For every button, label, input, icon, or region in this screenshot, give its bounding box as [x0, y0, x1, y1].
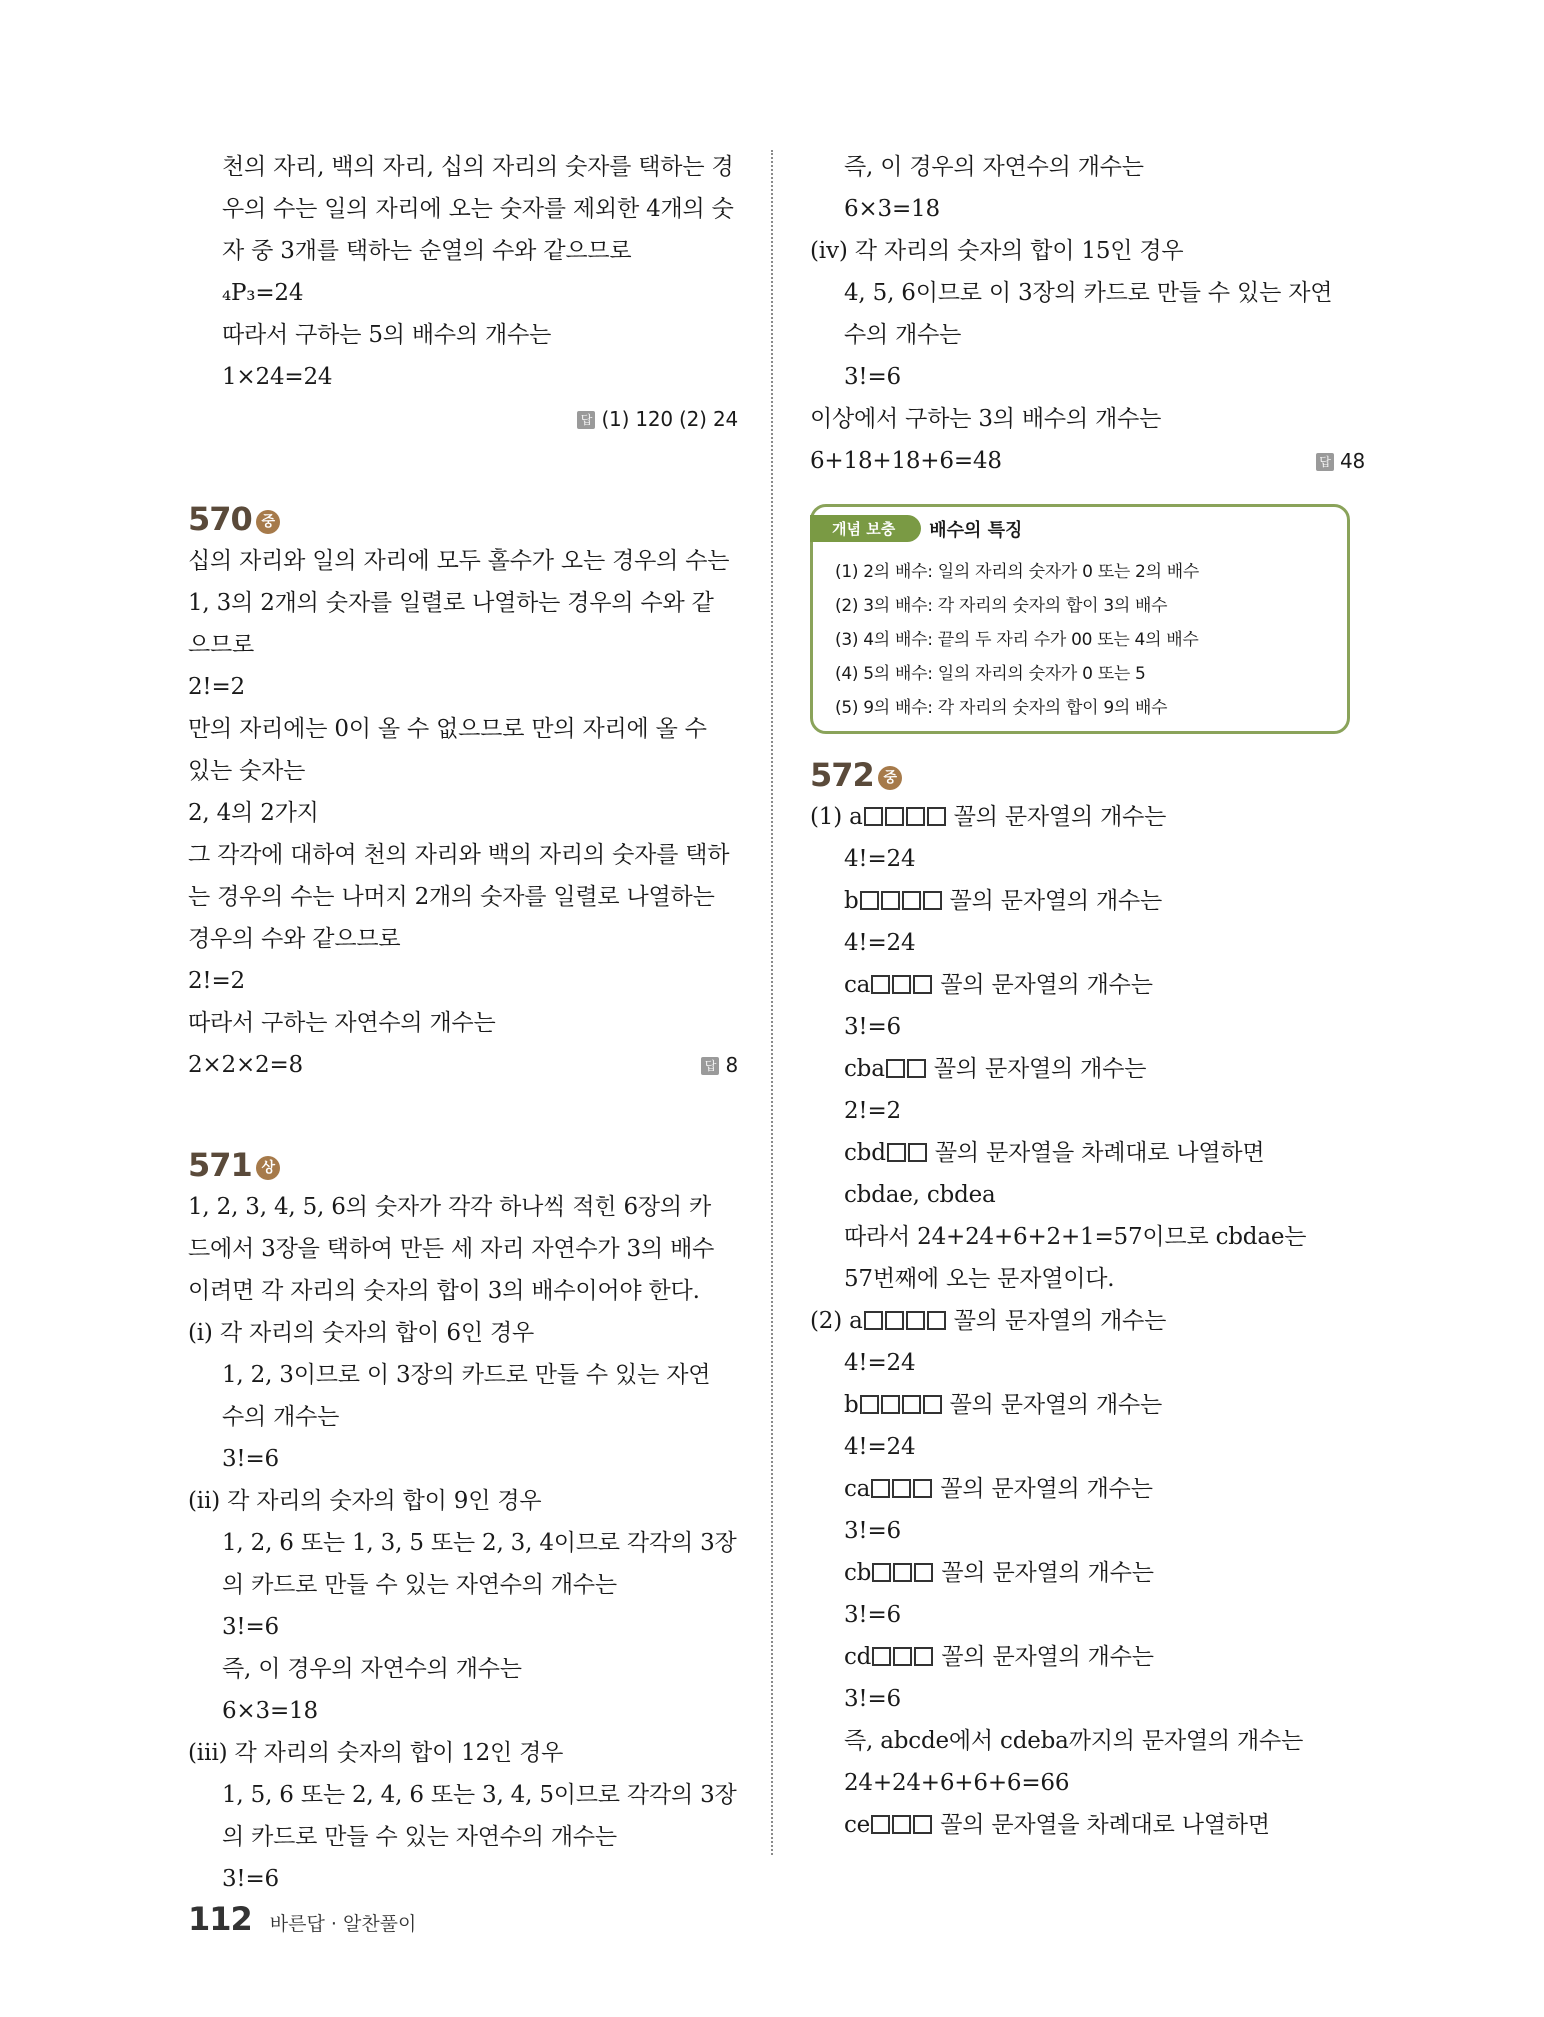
prefix: b	[844, 1392, 859, 1418]
text-line: 그 각각에 대하여 천의 자리와 백의 자리의 숫자를 택하	[188, 842, 730, 868]
page-footer	[188, 1900, 416, 1938]
note-item: (1) 2의 배수: 일의 자리의 숫자가 0 또는 2의 배수	[835, 562, 1200, 582]
text-line: 의 카드로 만들 수 있는 자연수의 개수는	[222, 1824, 617, 1850]
final-line-570	[188, 1044, 738, 1086]
blank-box	[881, 1395, 900, 1414]
answer-mark-icon: 답	[577, 411, 595, 429]
formula-line: 4!=24	[844, 1350, 916, 1376]
formula-line: 3!=6	[844, 364, 901, 390]
part-2-line	[810, 1300, 1365, 1342]
pattern-line	[844, 964, 1365, 1006]
difficulty-badge: 중	[878, 766, 902, 790]
difficulty-badge: 중	[256, 510, 280, 534]
formula-line: 3!=6	[844, 1686, 901, 1712]
blank-box	[887, 1143, 906, 1162]
blank-box	[892, 1815, 911, 1834]
blank-box	[860, 891, 879, 910]
text-line: 1, 2, 3, 4, 5, 6의 숫자가 각각 하나씩 적힌 6장의 카	[188, 1194, 712, 1220]
formula-line: 4!=24	[844, 846, 916, 872]
left-column	[188, 146, 738, 1900]
problem-number: 571	[188, 1146, 252, 1184]
formula-line: 2×2×2=8	[188, 1052, 303, 1078]
text-line: 1, 2, 6 또는 1, 3, 5 또는 2, 3, 4이므로 각각의 3장	[222, 1530, 737, 1556]
blank-box	[913, 1815, 932, 1834]
blank-box	[906, 807, 925, 826]
blank-box	[871, 1479, 890, 1498]
text-line: 수의 개수는	[222, 1404, 340, 1430]
text-line: 즉, abcde에서 cdeba까지의 문자열의 개수는	[844, 1728, 1304, 1754]
footer-title: 바른답 · 알찬풀이	[269, 1913, 417, 1935]
blank-box	[907, 1059, 926, 1078]
blank-box	[893, 1563, 912, 1582]
text-line: 1, 2, 3이므로 이 3장의 카드로 만들 수 있는 자연	[222, 1362, 711, 1388]
prefix: a	[849, 1308, 863, 1334]
prefix: cb	[844, 1560, 872, 1586]
blank-box	[871, 975, 890, 994]
text-line: 십의 자리와 일의 자리에 모두 홀수가 오는 경우의 수는	[188, 548, 730, 574]
note-item: (5) 9의 배수: 각 자리의 숫자의 합이 9의 배수	[835, 698, 1168, 718]
pattern-line	[844, 1636, 1365, 1678]
blank-box	[914, 1563, 933, 1582]
formula-line: 6×3=18	[222, 1698, 318, 1724]
page-number: 112	[188, 1900, 252, 1938]
answer-text: 8	[725, 1053, 738, 1077]
suffix: 꼴의 문자열의 개수는	[933, 1056, 1147, 1082]
prefix: a	[849, 804, 863, 830]
right-column	[810, 146, 1365, 1846]
concept-note-box	[810, 504, 1350, 734]
answer-text: (1) 120 (2) 24	[601, 407, 738, 431]
answer-text: 48	[1339, 449, 1365, 473]
blank-box	[885, 1311, 904, 1330]
text-line: 자 중 3개를 택하는 순열의 수와 같으므로	[222, 238, 632, 264]
suffix: 꼴의 문자열의 개수는	[940, 972, 1153, 998]
text-line: 따라서 구하는 5의 배수의 개수는	[222, 322, 552, 348]
text-line: 이려면 각 자리의 숫자의 합이 3의 배수이어야 한다.	[188, 1278, 700, 1304]
suffix: 꼴의 문자열을 차례대로 나열하면	[940, 1812, 1270, 1838]
prefix: ce	[844, 1812, 871, 1838]
pattern-line	[844, 1132, 1365, 1174]
note-item: (4) 5의 배수: 일의 자리의 숫자가 0 또는 5	[835, 664, 1146, 684]
formula-line: 3!=6	[844, 1518, 901, 1544]
blank-box	[914, 1647, 933, 1666]
pattern-line	[844, 1804, 1365, 1846]
column-divider	[771, 150, 773, 1855]
final-line-571	[810, 440, 1365, 482]
formula-line: 2!=2	[188, 674, 245, 700]
suffix: 꼴의 문자열의 개수는	[953, 804, 1167, 830]
formula-line: 4!=24	[844, 1434, 916, 1460]
suffix: 꼴의 문자열의 개수는	[940, 1476, 1153, 1502]
blank-box	[923, 1395, 942, 1414]
formula-line: 3!=6	[222, 1446, 279, 1472]
answer-mark-icon: 답	[1316, 453, 1334, 471]
formula-line: 2!=2	[844, 1098, 901, 1124]
text-line: 수의 개수는	[844, 322, 962, 348]
blank-box	[927, 807, 946, 826]
prefix: ca	[844, 1476, 871, 1502]
blank-box	[908, 1143, 927, 1162]
pattern-line	[844, 1552, 1365, 1594]
text-line: 으므로	[188, 632, 255, 658]
blank-box	[913, 1479, 932, 1498]
formula-line: 2!=2	[188, 968, 245, 994]
note-title: 배수의 특징	[929, 519, 1023, 541]
text-line: 2, 4의 2가지	[188, 800, 319, 826]
note-item: (3) 4의 배수: 끝의 두 자리 수가 00 또는 4의 배수	[835, 630, 1199, 650]
text-line: 천의 자리, 백의 자리, 십의 자리의 숫자를 택하는 경	[222, 154, 734, 180]
prefix: cbd	[844, 1140, 886, 1166]
formula-line: 24+24+6+6+6=66	[844, 1770, 1070, 1796]
text-line: 경우의 수와 같으므로	[188, 926, 401, 952]
blank-box	[906, 1311, 925, 1330]
case-heading: (ⅲ) 각 자리의 숫자의 합이 12인 경우	[188, 1740, 564, 1766]
text-line: 있는 숫자는	[188, 758, 306, 784]
suffix: 꼴의 문자열의 개수는	[953, 1308, 1167, 1334]
text-line: 는 경우의 수는 나머지 2개의 숫자를 일렬로 나열하는	[188, 884, 715, 910]
problem-number: 572	[810, 756, 874, 794]
formula-line: 3!=6	[844, 1602, 901, 1628]
text-line: 즉, 이 경우의 자연수의 개수는	[844, 154, 1144, 180]
formula-line: 6+18+18+6=48	[810, 448, 1002, 474]
blank-box	[927, 1311, 946, 1330]
suffix: 꼴의 문자열의 개수는	[941, 1644, 1154, 1670]
formula-line: 6×3=18	[844, 196, 940, 222]
prefix: b	[844, 888, 859, 914]
blank-box	[886, 1059, 905, 1078]
blank-box	[872, 1647, 891, 1666]
problem-number: 570	[188, 500, 252, 538]
note-list	[835, 555, 1199, 725]
prefix: ca	[844, 972, 871, 998]
problem-570-header	[188, 498, 738, 540]
note-tag: 개념 보충	[810, 515, 921, 542]
part-1-line	[810, 796, 1365, 838]
pattern-line	[844, 880, 1365, 922]
formula-line: ₄P₃=24	[222, 280, 304, 306]
text-line: 이상에서 구하는 3의 배수의 개수는	[810, 406, 1162, 432]
text-line: 즉, 이 경우의 자연수의 개수는	[222, 1656, 522, 1682]
difficulty-badge: 상	[256, 1156, 280, 1180]
blank-box	[892, 975, 911, 994]
suffix: 꼴의 문자열의 개수는	[949, 1392, 1163, 1418]
text-line: 만의 자리에는 0이 올 수 없으므로 만의 자리에 올 수	[188, 716, 707, 742]
suffix: 꼴의 문자열의 개수는	[949, 888, 1163, 914]
case-heading: (ⅳ) 각 자리의 숫자의 합이 15인 경우	[810, 238, 1184, 264]
blank-box	[885, 807, 904, 826]
text-line: 4, 5, 6이므로 이 3장의 카드로 만들 수 있는 자연	[844, 280, 1333, 306]
part-label: (2)	[810, 1308, 842, 1334]
blank-box	[864, 807, 883, 826]
blank-box	[881, 891, 900, 910]
problem-572-header	[810, 754, 1365, 796]
text-line: 57번째에 오는 문자열이다.	[844, 1266, 1115, 1292]
formula-line: 1×24=24	[222, 364, 333, 390]
pattern-line	[844, 1384, 1365, 1426]
text-line: 따라서 구하는 자연수의 개수는	[188, 1010, 496, 1036]
text-line: 1, 5, 6 또는 2, 4, 6 또는 3, 4, 5이므로 각각의 3장	[222, 1782, 737, 1808]
blank-box	[902, 1395, 921, 1414]
answer-mark-icon: 답	[701, 1057, 719, 1075]
problem-571-header	[188, 1144, 738, 1186]
case-heading: (ⅰ) 각 자리의 숫자의 합이 6인 경우	[188, 1320, 535, 1346]
note-item: (2) 3의 배수: 각 자리의 숫자의 합이 3의 배수	[835, 596, 1168, 616]
formula-line: 3!=6	[222, 1614, 279, 1640]
suffix: 꼴의 문자열을 차례대로 나열하면	[934, 1140, 1265, 1166]
blank-box	[871, 1815, 890, 1834]
text-line: 따라서 24+24+6+2+1=57이므로 cbdae는	[844, 1224, 1307, 1250]
case-heading: (ⅱ) 각 자리의 숫자의 합이 9인 경우	[188, 1488, 542, 1514]
text-line: 의 카드로 만들 수 있는 자연수의 개수는	[222, 1572, 617, 1598]
text-line: 드에서 3장을 택하여 만든 세 자리 자연수가 3의 배수	[188, 1236, 715, 1262]
blank-box	[902, 891, 921, 910]
blank-box	[923, 891, 942, 910]
blank-box	[872, 1563, 891, 1582]
blank-box	[860, 1395, 879, 1414]
blank-box	[913, 975, 932, 994]
formula-line: 3!=6	[844, 1014, 901, 1040]
text-line: 우의 수는 일의 자리에 오는 숫자를 제외한 4개의 숫	[222, 196, 734, 222]
text-line: cbdae, cbdea	[844, 1182, 996, 1208]
blank-box	[864, 1311, 883, 1330]
suffix: 꼴의 문자열의 개수는	[941, 1560, 1154, 1586]
blank-box	[893, 1647, 912, 1666]
note-header	[810, 515, 1022, 542]
pattern-line	[844, 1468, 1365, 1510]
formula-line: 3!=6	[222, 1866, 279, 1892]
text-line: 1, 3의 2개의 숫자를 일렬로 나열하는 경우의 수와 같	[188, 590, 714, 616]
formula-line: 4!=24	[844, 930, 916, 956]
prefix: cba	[844, 1056, 885, 1082]
pattern-line	[844, 1048, 1365, 1090]
blank-box	[892, 1479, 911, 1498]
part-label: (1)	[810, 804, 842, 830]
prefix: cd	[844, 1644, 872, 1670]
answer-569	[188, 398, 738, 440]
